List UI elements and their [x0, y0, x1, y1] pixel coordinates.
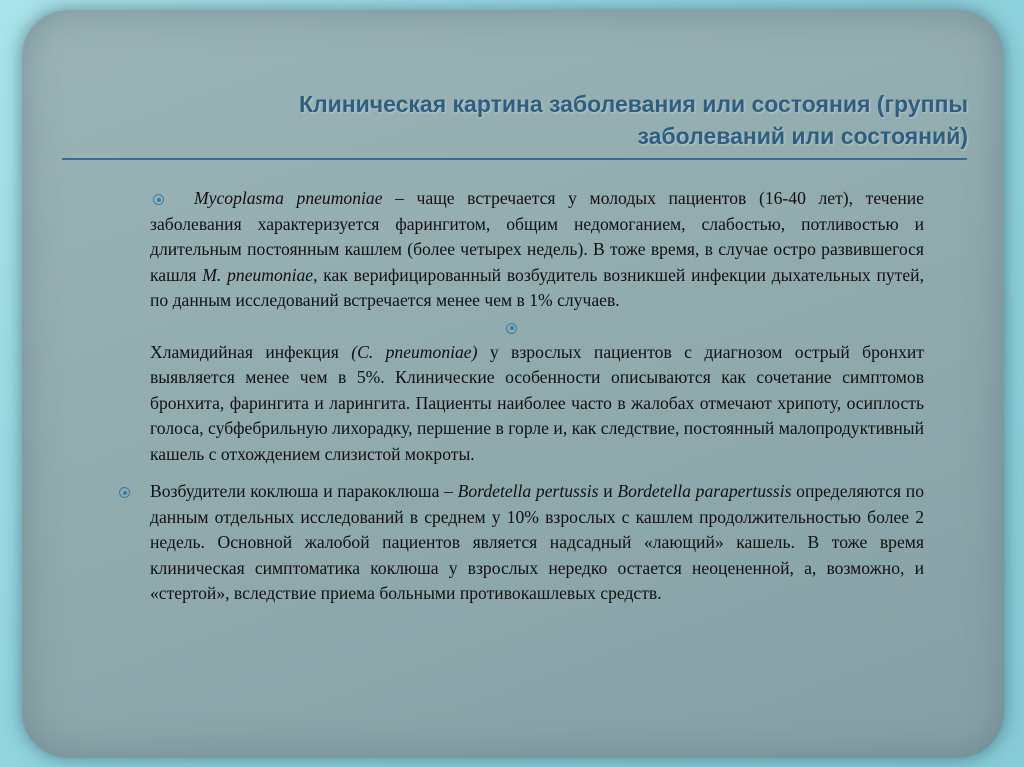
paragraph-chlamydia	[150, 340, 924, 468]
term-m-pneumoniae: M. pneumoniae	[202, 264, 314, 285]
paragraph-text: , как верифицированный возбудитель возникшей инфекции дыхательных путей, по данным исследований встречается менее чем в 1% случаев.	[150, 264, 924, 310]
term-bordetella-pertussis: Bordetella pertussis	[457, 481, 599, 501]
bullet-icon	[153, 194, 164, 205]
bullet-icon	[119, 487, 130, 498]
paragraph-text: Возбудители коклюша и паракоклюша –	[150, 481, 458, 501]
term-c-pneumoniae: (C. pneumoniae)	[351, 341, 478, 362]
paragraph-text: у взрослых пациентов с диагнозом острый бронхит выявляется менее чем в 5%. Клинические особенности описываются как сочетание симптомов бронхита, фарингита и ларингита. Пациенты наиболее часто в жалобах отмечают хрипоту, осиплость голоса, субфебрильную лихорадку, першение в горле и, как следствие, постоянный малопродуктивный кашель с отхождением слизистой мокроты.	[150, 341, 925, 464]
title-line-2: заболеваний или состояний)	[637, 123, 968, 149]
paragraph-text: – чаще встречается у молодых пациентов (16-40 лет), течение заболевания характеризуется фарингитом, общим недомоганием, слабостью, потливостью и длительным постоянным кашлем (более четырех недель). В тоже время, в случае остро развившегося кашля	[150, 188, 924, 285]
title-underline	[62, 158, 967, 160]
paragraph-text: и	[598, 481, 618, 501]
bullet-row	[150, 314, 924, 340]
paragraph-text: определяются по данным отдельных исследований в среднем у 10% взрослых с кашлем продолжительностью более 2 недель. Основной жалобой пациентов является надсадный «лающий» кашель. В тоже время клиническая симптоматика коклюша у взрослых нередко остается неоцененной, а, возможно, и «стертой», вследствие приема больными противокашлевых средств.	[150, 481, 924, 603]
slide-body	[150, 186, 924, 607]
slide-title	[140, 88, 968, 152]
term-mycoplasma: Mycoplasma pneumoniae	[194, 188, 383, 208]
paragraph-mycoplasma	[150, 186, 924, 314]
paragraph-bordetella	[150, 479, 924, 607]
paragraph-text: Хламидийная инфекция	[150, 341, 352, 362]
term-bordetella-parapertussis: Bordetella parapertussis	[617, 481, 792, 501]
title-line-1: Клиническая картина заболевания или состояния (группы	[298, 91, 968, 117]
bullet-icon	[506, 323, 517, 334]
